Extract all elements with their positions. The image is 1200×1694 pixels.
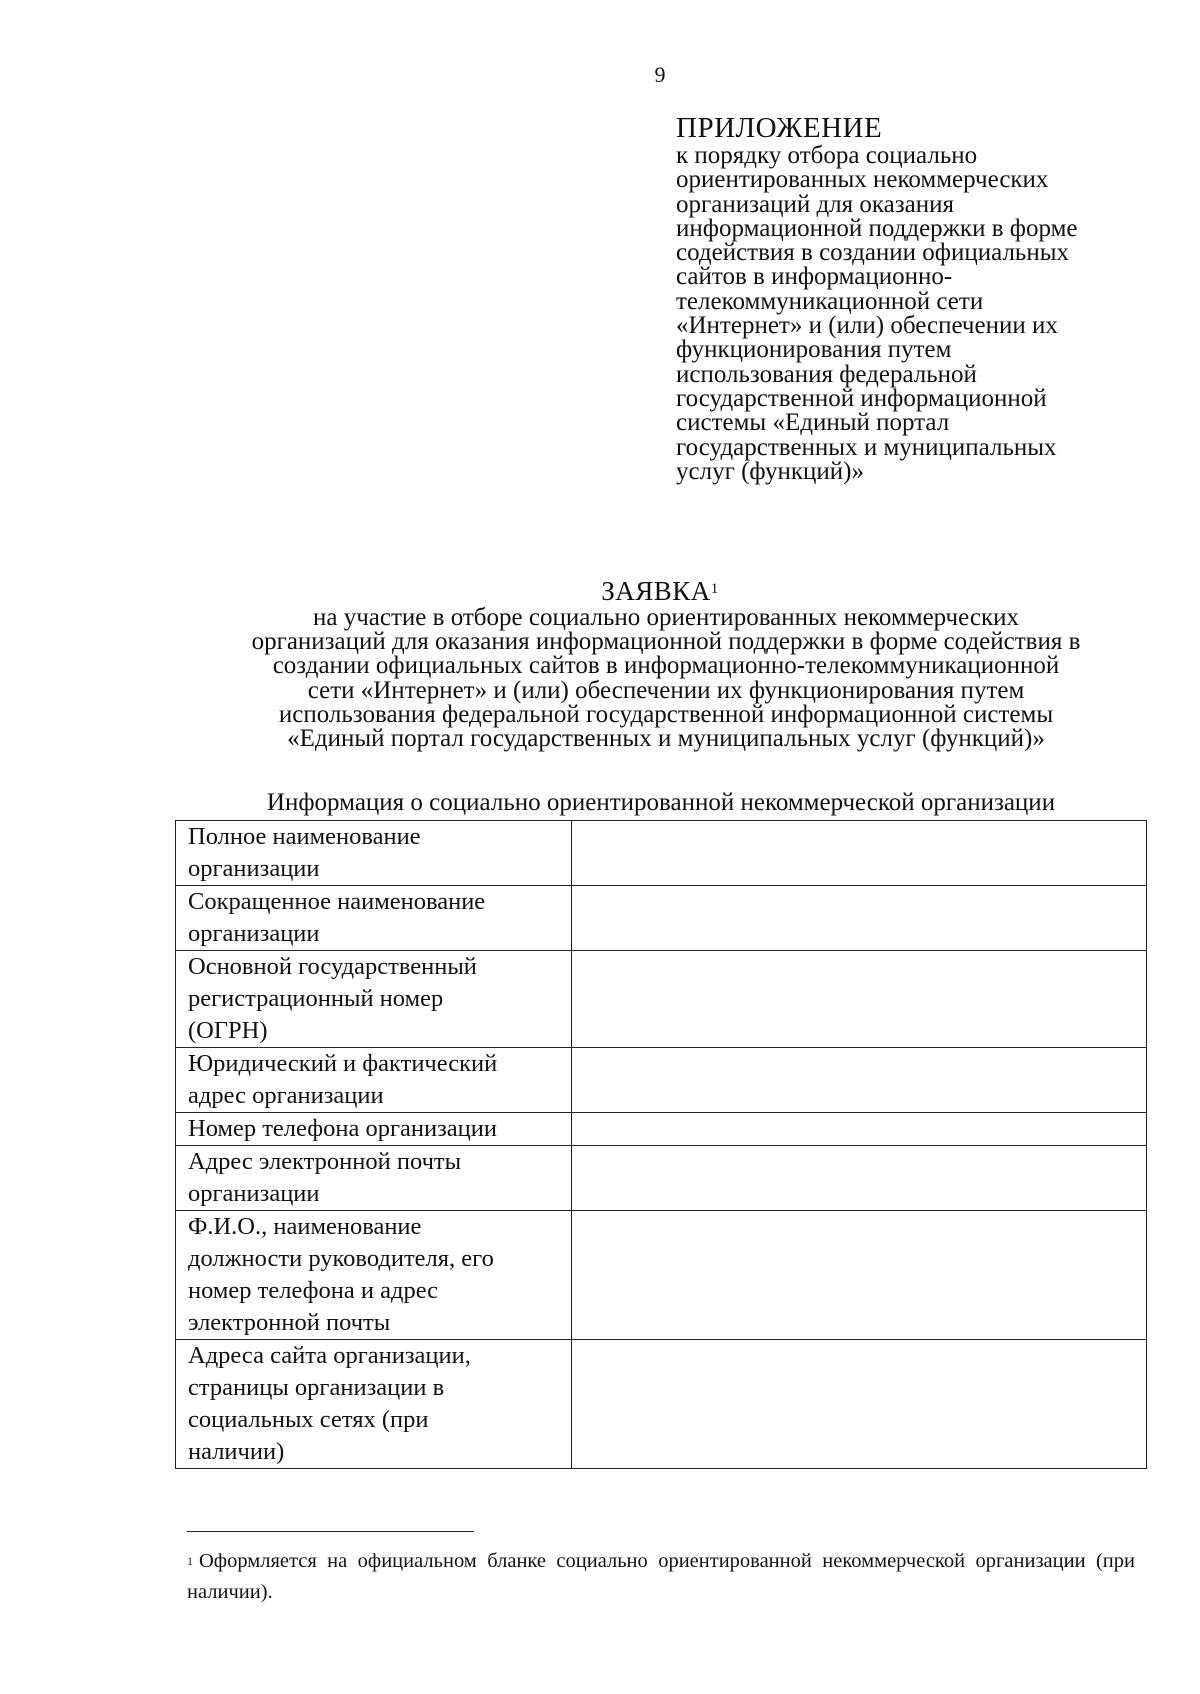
label-line: Номер телефона организации <box>188 1115 497 1142</box>
label-line: Полное наименование <box>188 823 421 850</box>
appendix-text <box>676 144 1146 484</box>
label-line: Адрес электронной почты <box>188 1148 462 1175</box>
table-row <box>176 886 1147 951</box>
subtitle-line: создании официальных сайтов в информационно-телекоммуникационной <box>272 652 1060 680</box>
subtitle-line: «Единый портал государственных и муниципальных услуг (функций)» <box>287 725 1045 753</box>
appendix-block <box>676 112 1146 484</box>
label-line: страницы организации в <box>188 1374 445 1401</box>
short-name-field[interactable] <box>571 886 1146 951</box>
appendix-line: сайтов в информационно- <box>676 263 953 291</box>
appendix-line: использования федеральной <box>676 360 977 388</box>
application-title-text: ЗАЯВКА <box>601 576 711 606</box>
label-line: организации <box>188 855 320 882</box>
appendix-line: организаций для оказания <box>676 190 955 218</box>
label-line: социальных сетях (при <box>188 1406 429 1433</box>
appendix-line: содействия в создании официальных <box>676 239 1070 267</box>
row-label <box>176 951 572 1048</box>
appendix-heading: ПРИЛОЖЕНИЕ <box>676 112 883 144</box>
appendix-line: информационной поддержки в форме <box>676 214 1078 242</box>
label-line: номер телефона и адрес <box>188 1277 439 1304</box>
website-field[interactable] <box>571 1340 1146 1469</box>
footnote-mark: 1 <box>187 1554 193 1568</box>
label-line: Основной государственный <box>188 953 477 980</box>
label-line: организации <box>188 1180 320 1207</box>
label-line: Юридический и фактический <box>188 1050 498 1077</box>
footnote-text: Оформляется на официальном бланке социально ориентированной некоммерческой организации (при наличии). <box>187 1550 1135 1603</box>
table-row <box>176 1048 1147 1113</box>
label-line: Сокращенное наименование <box>188 888 486 915</box>
table-caption: Информация о социально ориентированной некоммерческой организации <box>266 789 1056 816</box>
row-label <box>176 1146 572 1211</box>
row-label <box>176 1113 572 1146</box>
table-row <box>176 821 1147 886</box>
table-row <box>176 951 1147 1048</box>
appendix-line: системы «Единый портал <box>676 409 950 437</box>
label-line: наличии) <box>188 1438 285 1465</box>
subtitle-line: на участие в отборе социально ориентированных некоммерческих <box>313 604 1019 631</box>
ogrn-field[interactable] <box>571 951 1146 1048</box>
full-name-field[interactable] <box>571 821 1146 886</box>
appendix-line: «Интернет» и (или) обеспечении их <box>676 312 1058 340</box>
table-row <box>176 1113 1147 1146</box>
subtitle-line: использования федеральной государственной информационной системы <box>278 700 1054 728</box>
footnote <box>187 1546 1135 1608</box>
director-field[interactable] <box>571 1211 1146 1340</box>
table-row <box>176 1211 1147 1340</box>
label-line: электронной почты <box>188 1309 391 1336</box>
page-number: 9 <box>654 62 666 87</box>
row-label <box>176 1340 572 1469</box>
appendix-line: телекоммуникационной сети <box>676 287 984 315</box>
subtitle-line: организаций для оказания информационной поддержки в форме содействия в <box>251 628 1081 656</box>
appendix-line: к порядку отбора социально <box>676 142 978 169</box>
label-line: адрес организации <box>188 1082 384 1109</box>
label-line: регистрационный номер <box>188 985 444 1012</box>
label-line: (ОГРН) <box>188 1017 268 1044</box>
row-label <box>176 821 572 886</box>
appendix-line: государственной информационной <box>676 384 1047 412</box>
label-line: должности руководителя, его <box>188 1245 494 1272</box>
address-field[interactable] <box>571 1048 1146 1113</box>
appendix-line: государственных и муниципальных <box>676 433 1057 461</box>
row-label <box>176 1211 572 1340</box>
table-row <box>176 1340 1147 1469</box>
footnote-reference[interactable]: 1 <box>710 581 719 597</box>
application-title <box>0 576 1200 606</box>
application-subtitle <box>186 606 1146 751</box>
label-line: Адреса сайта организации, <box>188 1342 471 1369</box>
label-line: организации <box>188 920 320 947</box>
organization-info-table <box>175 820 1147 1469</box>
row-label <box>176 1048 572 1113</box>
row-label <box>176 886 572 951</box>
appendix-line: услуг (функций)» <box>676 457 864 485</box>
appendix-line: функционирования путем <box>676 336 952 364</box>
email-field[interactable] <box>571 1146 1146 1211</box>
subtitle-line: сети «Интернет» и (или) обеспечении их функционирования путем <box>307 676 1025 704</box>
phone-field[interactable] <box>571 1113 1146 1146</box>
table-row <box>176 1146 1147 1211</box>
appendix-line: ориентированных некоммерческих <box>676 166 1049 194</box>
label-line: Ф.И.О., наименование <box>188 1213 422 1240</box>
footnote-separator <box>187 1531 474 1532</box>
